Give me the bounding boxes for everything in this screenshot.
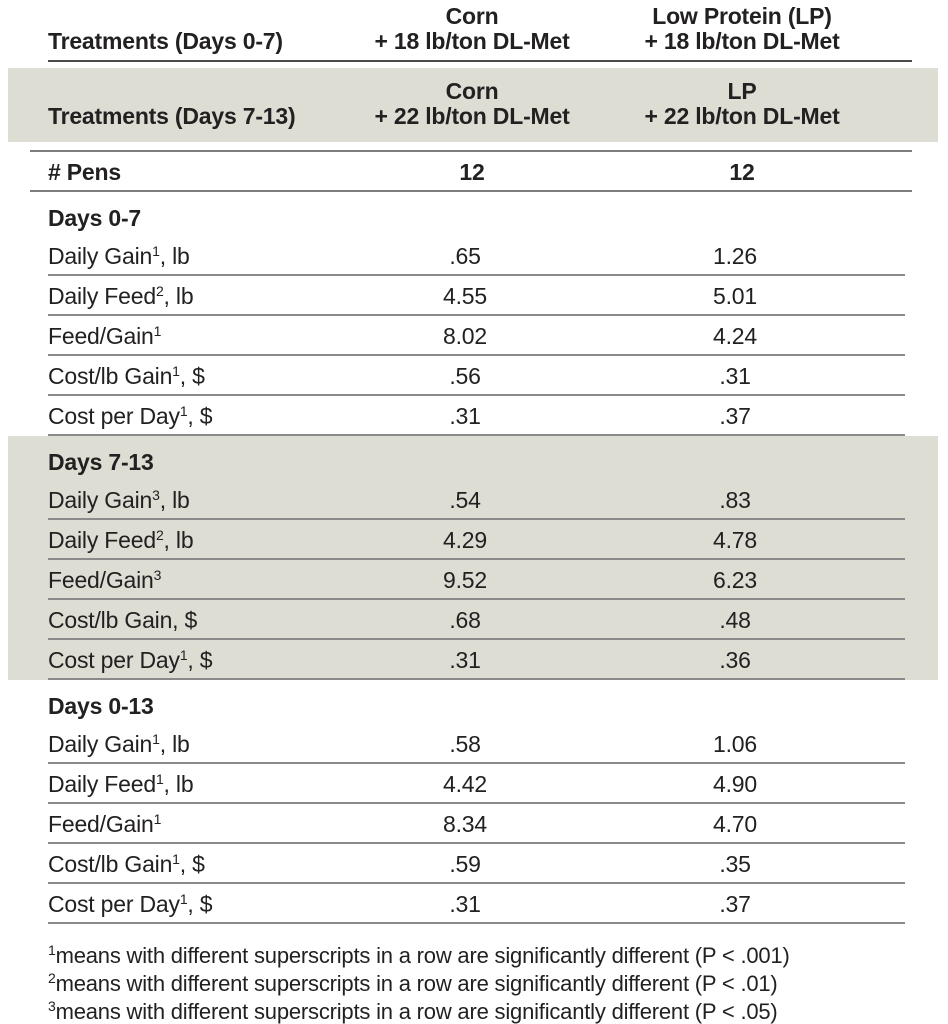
footnote-3-text: means with different superscripts in a row are significantly different (P < .05) <box>55 999 778 1024</box>
col2-value: .59 <box>449 851 481 877</box>
lp-22-line1: LP <box>727 78 757 104</box>
table-row <box>48 316 905 356</box>
row-label <box>48 811 365 837</box>
col2-value: .31 <box>449 403 481 429</box>
footnote-2-superscript: 2 <box>48 969 56 986</box>
table-row <box>48 520 905 560</box>
lp-22-line2: + 22 lb/ton DL-Met <box>644 103 840 129</box>
row-label-text: Cost/lb Gain <box>48 363 173 389</box>
row-label-text: Daily Gain <box>48 731 153 757</box>
table-row <box>48 764 905 804</box>
table-row <box>48 236 905 276</box>
row-label-superscript: 1 <box>153 811 162 828</box>
col2-value: .68 <box>449 607 481 633</box>
table-row <box>48 640 905 680</box>
col3-value: .35 <box>719 851 751 877</box>
row-label-text: Cost per Day <box>48 891 180 917</box>
section-days-7-13 <box>8 436 938 680</box>
col2-value: 4.42 <box>443 771 487 797</box>
pens-label: # Pens <box>48 159 121 185</box>
pens-lp-value: 12 <box>729 159 755 185</box>
table-sections <box>0 192 948 924</box>
row-label-text: Daily Feed <box>48 771 156 797</box>
corn-22-line1: Corn <box>445 78 499 104</box>
col2-value: 4.29 <box>443 527 487 553</box>
header-row-days-7-13 <box>48 79 912 129</box>
header-band-days-7-13 <box>8 68 938 142</box>
col2-value: 4.55 <box>443 283 487 309</box>
col3-value: 4.24 <box>713 323 757 349</box>
footnote-1-superscript: 1 <box>48 941 56 958</box>
col2-value: .54 <box>449 487 481 513</box>
row-label-superscript: 1 <box>155 771 164 788</box>
row-label-suffix: , $ <box>172 607 198 633</box>
row-label-superscript: 1 <box>152 243 160 260</box>
row-label <box>48 487 365 513</box>
pens-row <box>30 150 912 192</box>
row-label-text: Cost/lb Gain <box>48 607 173 633</box>
table-row <box>48 560 905 600</box>
low-protein-18-line1: Low Protein (LP) <box>652 3 832 29</box>
table-row <box>48 600 905 640</box>
row-label-suffix: , lb <box>159 487 190 513</box>
col2-value: 8.34 <box>443 811 487 837</box>
row-label <box>48 731 365 757</box>
lp-22-column-header <box>572 79 912 129</box>
row-label-superscript: 1 <box>152 731 160 748</box>
col3-value: 4.78 <box>713 527 757 553</box>
row-label-suffix: , $ <box>179 851 205 877</box>
row-label-suffix: , $ <box>187 891 213 917</box>
col3-value: .31 <box>719 363 751 389</box>
col3-value: 4.90 <box>713 771 757 797</box>
section-days-0-7 <box>0 192 948 436</box>
row-label <box>48 323 365 349</box>
table-row <box>48 804 905 844</box>
row-label-superscript: 2 <box>155 283 164 300</box>
section-title: Days 0-7 <box>48 205 142 231</box>
row-label-superscript: 2 <box>155 527 164 544</box>
row-label-text: Daily Gain <box>48 487 153 513</box>
row-label <box>48 283 365 309</box>
row-label-superscript: 3 <box>152 487 160 504</box>
col2-value: .31 <box>449 647 481 673</box>
table-row <box>48 276 905 316</box>
row-label-text: Cost per Day <box>48 403 180 429</box>
pens-corn-value: 12 <box>459 159 485 185</box>
row-label-suffix: , $ <box>187 647 213 673</box>
row-label-suffix: , lb <box>163 527 194 553</box>
row-label-superscript: 1 <box>179 403 188 420</box>
row-label-superscript: 3 <box>153 567 162 584</box>
row-label-suffix: , lb <box>163 283 194 309</box>
col2-value: .31 <box>449 891 481 917</box>
col2-value: .65 <box>449 243 481 269</box>
section-days-0-13 <box>0 680 948 924</box>
row-label-text: Feed/Gain <box>48 323 154 349</box>
corn-22-line2: + 22 lb/ton DL-Met <box>374 103 570 129</box>
row-label-superscript: 1 <box>172 851 180 868</box>
row-label <box>48 243 365 269</box>
footnote-2-text: means with different superscripts in a row are significantly different (P < .01) <box>55 971 778 996</box>
row-label-text: Feed/Gain <box>48 567 154 593</box>
col3-value: .48 <box>719 607 751 633</box>
treatments-days-7-13-label: Treatments (Days 7-13) <box>48 103 296 129</box>
table-row <box>48 480 905 520</box>
row-label-text: Daily Feed <box>48 283 156 309</box>
footnote-1-text: means with different superscripts in a row are significantly different (P < .001) <box>55 943 790 968</box>
treatments-days-0-7-label: Treatments (Days 0-7) <box>48 28 283 54</box>
col3-value: 1.06 <box>713 731 757 757</box>
corn-18-line1: Corn <box>445 3 499 29</box>
row-label-text: Feed/Gain <box>48 811 154 837</box>
row-label-text: Daily Gain <box>48 243 153 269</box>
row-label <box>48 363 365 389</box>
row-label-superscript: 1 <box>153 323 162 340</box>
row-label <box>48 527 365 553</box>
footnote-2 <box>48 970 908 998</box>
footnote-3 <box>48 998 908 1024</box>
row-label <box>48 567 365 593</box>
row-label <box>48 891 365 917</box>
col3-value: 6.23 <box>713 567 757 593</box>
table-row <box>48 724 905 764</box>
row-label-text: Cost per Day <box>48 647 180 673</box>
row-label-suffix: , lb <box>163 771 194 797</box>
row-label-superscript: 1 <box>172 363 180 380</box>
row-label-superscript: 1 <box>179 891 188 908</box>
table-row <box>48 844 905 884</box>
corn-22-column-header <box>372 79 572 129</box>
row-label <box>48 851 365 877</box>
table-row <box>48 356 905 396</box>
row-label-suffix: , $ <box>179 363 205 389</box>
col3-value: .36 <box>719 647 751 673</box>
col3-value: .37 <box>719 403 751 429</box>
section-title: Days 7-13 <box>48 449 154 475</box>
row-label-suffix: , lb <box>159 243 190 269</box>
header-row-days-0-7 <box>48 4 912 62</box>
row-label-suffix: , $ <box>187 403 213 429</box>
row-label <box>48 647 365 673</box>
row-label-suffix: , lb <box>159 731 190 757</box>
col3-value: .37 <box>719 891 751 917</box>
col2-value: 8.02 <box>443 323 487 349</box>
corn-18-column-header <box>372 4 572 54</box>
section-title: Days 0-13 <box>48 693 154 719</box>
col3-value: 5.01 <box>713 283 757 309</box>
col3-value: 1.26 <box>713 243 757 269</box>
col3-value: .83 <box>719 487 751 513</box>
col2-value: .56 <box>449 363 481 389</box>
row-label <box>48 607 365 633</box>
col2-value: .58 <box>449 731 481 757</box>
table-row <box>48 884 905 924</box>
row-label <box>48 771 365 797</box>
low-protein-18-line2: + 18 lb/ton DL-Met <box>644 28 840 54</box>
col3-value: 4.70 <box>713 811 757 837</box>
row-label-superscript: 1 <box>179 647 188 664</box>
table-row <box>48 396 905 436</box>
corn-18-line2: + 18 lb/ton DL-Met <box>374 28 570 54</box>
row-label-text: Cost/lb Gain <box>48 851 173 877</box>
footnotes <box>48 942 908 1024</box>
footnote-1 <box>48 942 908 970</box>
row-label <box>48 403 365 429</box>
col2-value: 9.52 <box>443 567 487 593</box>
footnote-3-superscript: 3 <box>48 997 56 1014</box>
row-label-text: Daily Feed <box>48 527 156 553</box>
low-protein-18-column-header <box>572 4 912 54</box>
